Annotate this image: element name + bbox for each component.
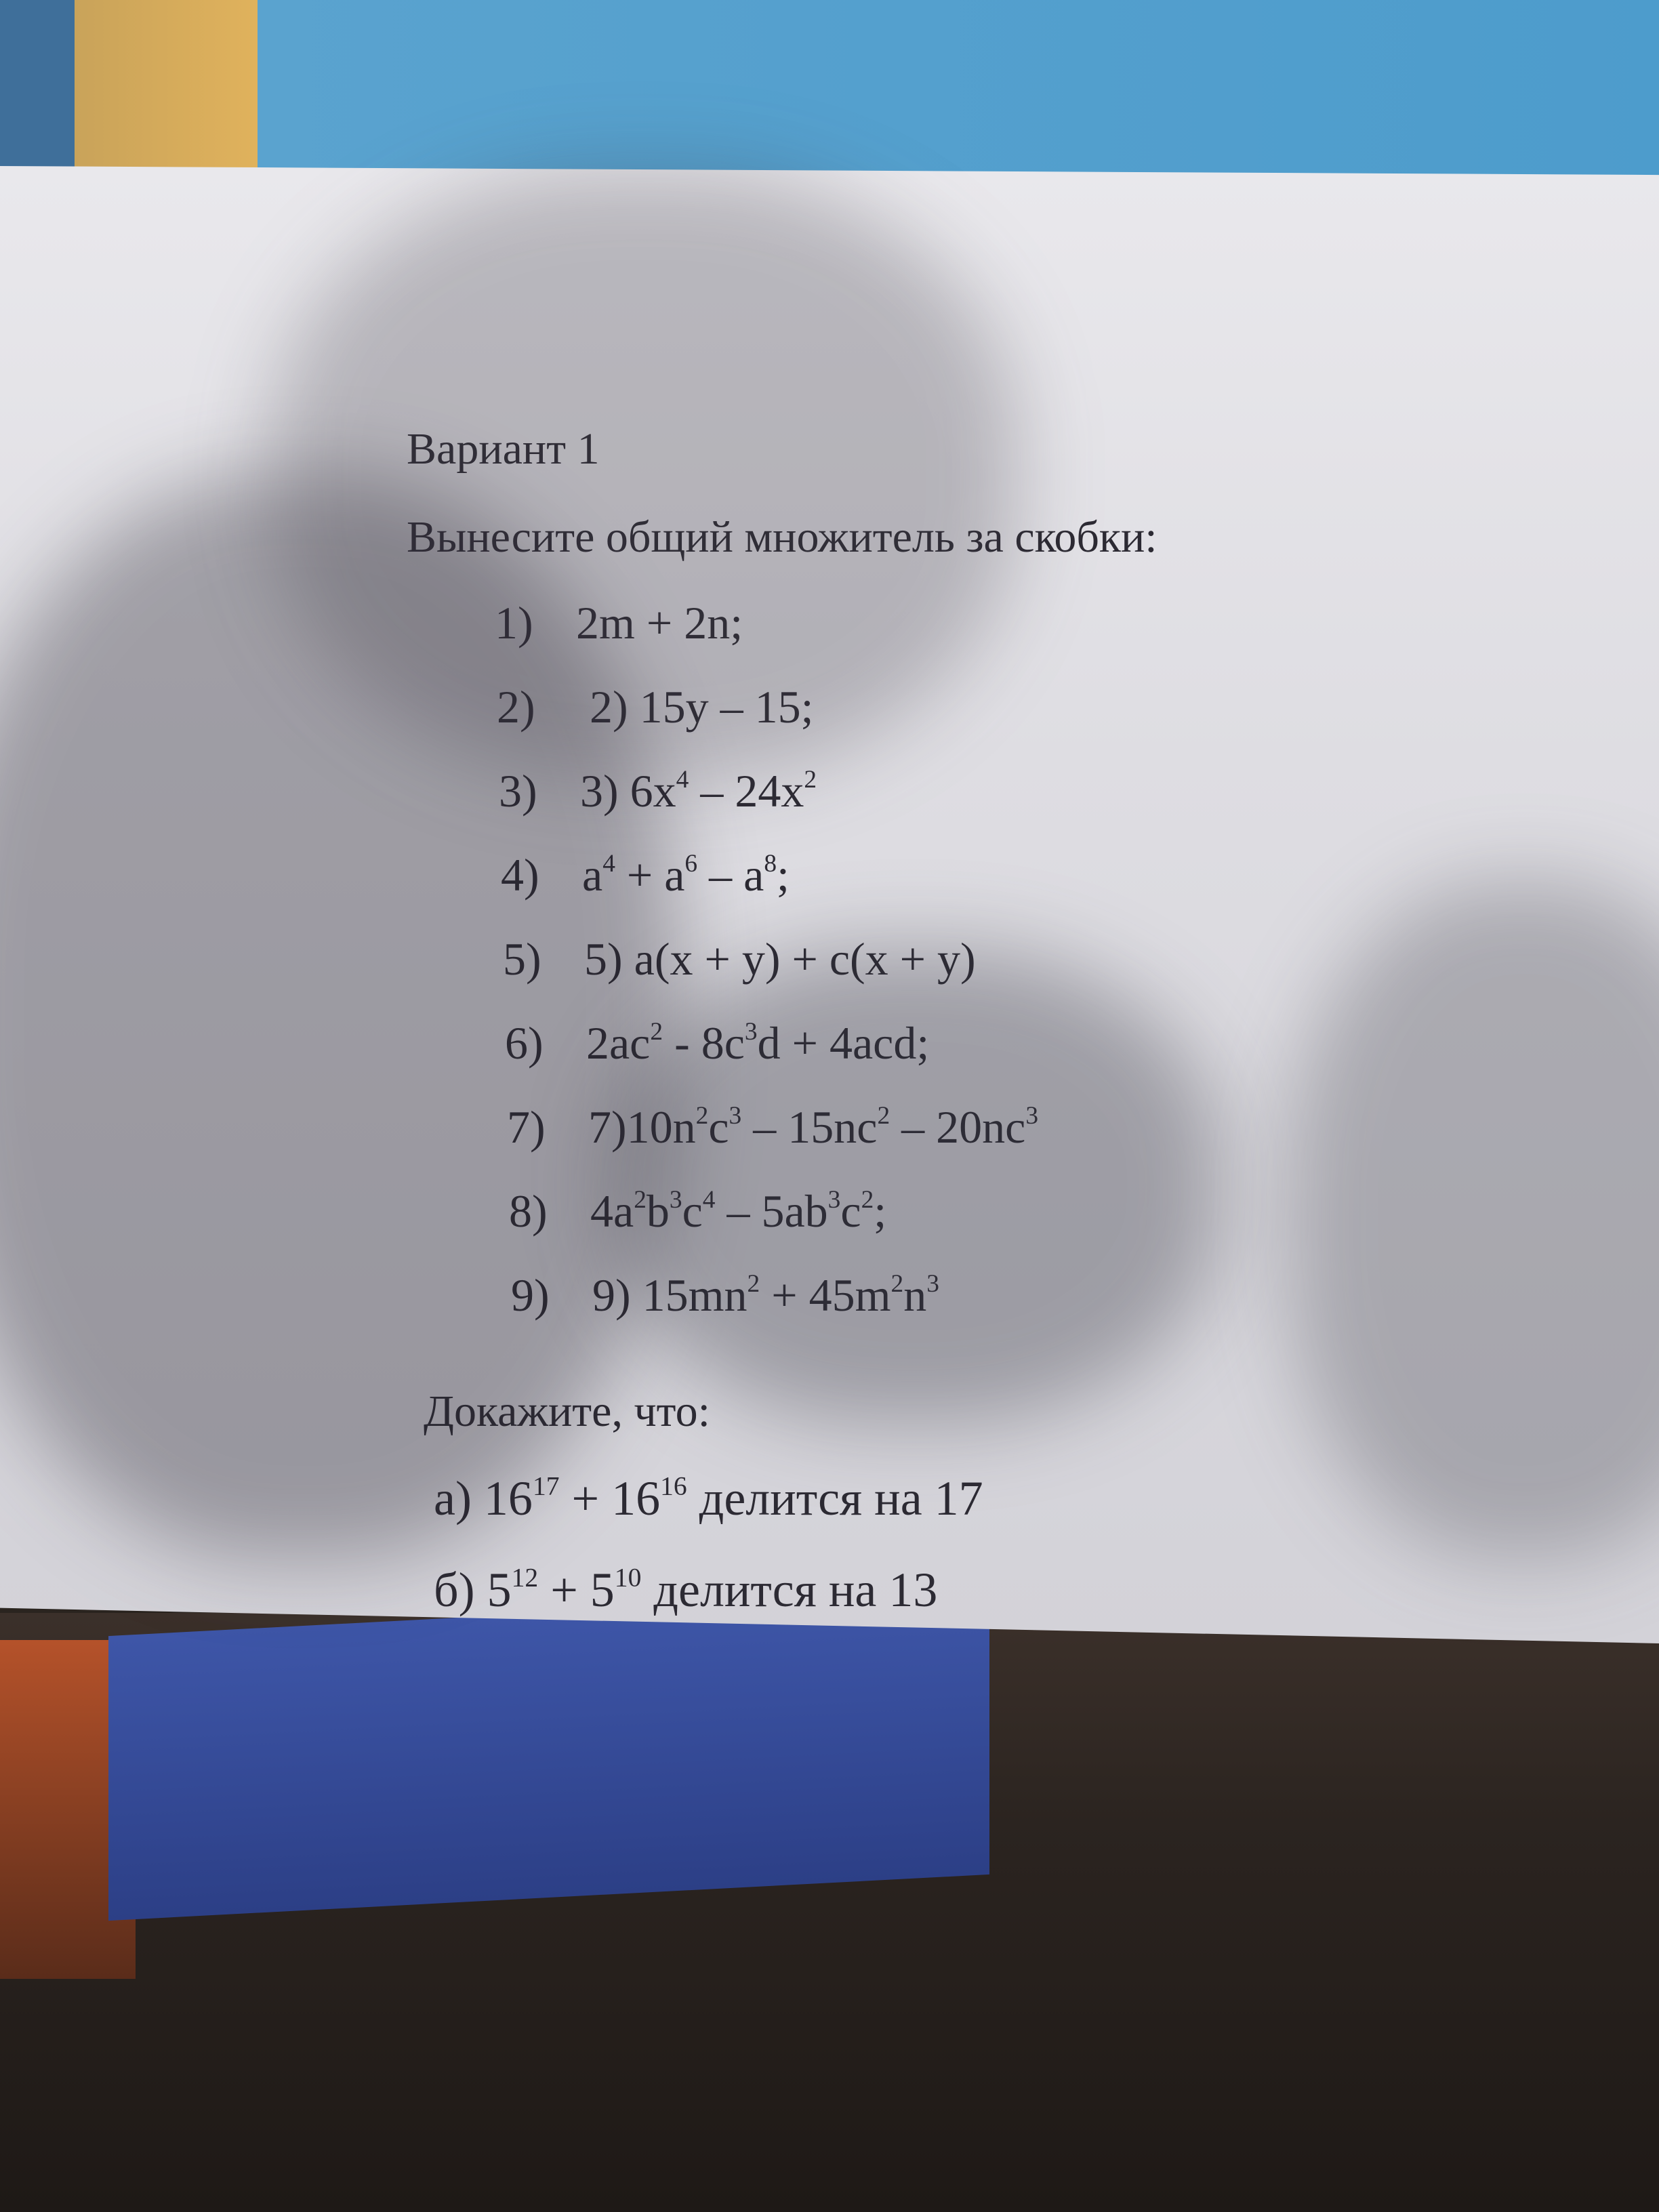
task-text: a <box>582 849 603 901</box>
task-exponent: 3 <box>669 1185 682 1214</box>
variant-title: Вариант 1 <box>407 424 600 474</box>
task-exponent: 2 <box>861 1185 874 1214</box>
task-exponent: 2 <box>890 1269 904 1298</box>
task-exponent: 8 <box>764 849 777 878</box>
task-text: – 5ab <box>715 1185 828 1237</box>
task-number: 6) <box>505 1017 544 1069</box>
task-expression <box>576 597 743 649</box>
task-text: 7)10n <box>588 1101 696 1153</box>
task-text: b <box>646 1185 670 1237</box>
task-exponent: 2 <box>634 1185 647 1214</box>
proof-exponent: 16 <box>660 1471 687 1501</box>
task-text: + a <box>615 849 685 901</box>
task-item <box>511 1269 1038 1356</box>
task-number: 2) <box>497 681 535 733</box>
task-expression <box>590 1185 886 1237</box>
task-exponent: 3 <box>1025 1101 1039 1130</box>
instruction: Вынесите общий множитель за скобки: <box>407 512 1158 562</box>
task-text: 2) 15y – 15; <box>578 681 814 733</box>
task-expression <box>580 765 817 817</box>
task-item <box>509 1185 1038 1272</box>
task-number: 8) <box>509 1185 548 1237</box>
task-text: 2ac <box>586 1017 651 1069</box>
proof-exponent: 10 <box>614 1562 642 1593</box>
task-text: c <box>682 1185 703 1237</box>
task-text: 2m + 2n; <box>576 597 743 649</box>
task-text: – 24x <box>689 765 804 817</box>
task-exponent: 2 <box>695 1101 709 1130</box>
task-expression <box>584 933 976 985</box>
task-item <box>505 1017 1038 1104</box>
task-expression <box>592 1269 939 1321</box>
task-item <box>501 849 1038 936</box>
task-expression <box>588 1101 1038 1153</box>
task-text: – a <box>697 849 764 901</box>
task-item <box>495 597 1038 684</box>
task-item <box>499 765 1038 852</box>
proof-exponent: 12 <box>511 1562 539 1593</box>
task-exponent: 3 <box>744 1017 758 1046</box>
proof-item <box>434 1562 983 1657</box>
proof-list <box>434 1471 983 1657</box>
task-exponent: 6 <box>684 849 698 878</box>
task-text: – 15nc <box>741 1101 878 1153</box>
task-expression <box>582 849 790 901</box>
task-expression <box>586 1017 929 1069</box>
task-exponent: 2 <box>650 1017 663 1046</box>
task-text: d + 4acd; <box>757 1017 930 1069</box>
task-text: 3) 6x <box>580 765 676 817</box>
task-exponent: 4 <box>676 765 689 794</box>
proof-exponent: 17 <box>532 1471 560 1501</box>
task-text: 9) 15mn <box>592 1269 747 1321</box>
task-list <box>495 597 1039 1356</box>
proof-text: + 16 <box>559 1471 661 1525</box>
task-number: 7) <box>507 1101 546 1153</box>
task-text: c <box>708 1101 729 1153</box>
task-exponent: 3 <box>729 1101 742 1130</box>
task-expression <box>578 681 814 733</box>
task-text: c <box>840 1185 861 1237</box>
proof-text: а) 16 <box>434 1471 533 1525</box>
task-item <box>507 1101 1039 1188</box>
task-exponent: 3 <box>926 1269 939 1298</box>
prove-heading: Докажите, что: <box>424 1387 710 1436</box>
task-text: – 20nc <box>890 1101 1026 1153</box>
task-exponent: 2 <box>747 1269 760 1298</box>
task-exponent: 4 <box>602 849 615 878</box>
task-text: + 45m <box>760 1269 891 1321</box>
task-number: 1) <box>495 597 533 649</box>
task-text: - 8c <box>663 1017 745 1069</box>
proof-text: + 5 <box>538 1563 615 1617</box>
task-text: ; <box>874 1185 887 1237</box>
proof-item <box>434 1471 983 1565</box>
task-exponent: 4 <box>702 1185 716 1214</box>
task-number: 4) <box>501 849 539 901</box>
task-exponent: 3 <box>827 1185 841 1214</box>
proof-text: делится на 17 <box>687 1471 983 1525</box>
task-text: ; <box>777 849 790 901</box>
task-exponent: 2 <box>877 1101 890 1130</box>
task-number: 9) <box>511 1269 550 1321</box>
proof-text: делится на 13 <box>641 1563 938 1617</box>
task-text: n <box>903 1269 927 1321</box>
proof-text: б) 5 <box>434 1563 512 1617</box>
task-text: 5) a(x + y) + c(x + y) <box>584 933 976 985</box>
task-text: 4a <box>590 1185 634 1237</box>
task-item <box>503 933 1038 1020</box>
task-item <box>497 681 1038 768</box>
task-number: 3) <box>499 765 537 817</box>
task-exponent: 2 <box>804 765 817 794</box>
task-number: 5) <box>503 933 541 985</box>
